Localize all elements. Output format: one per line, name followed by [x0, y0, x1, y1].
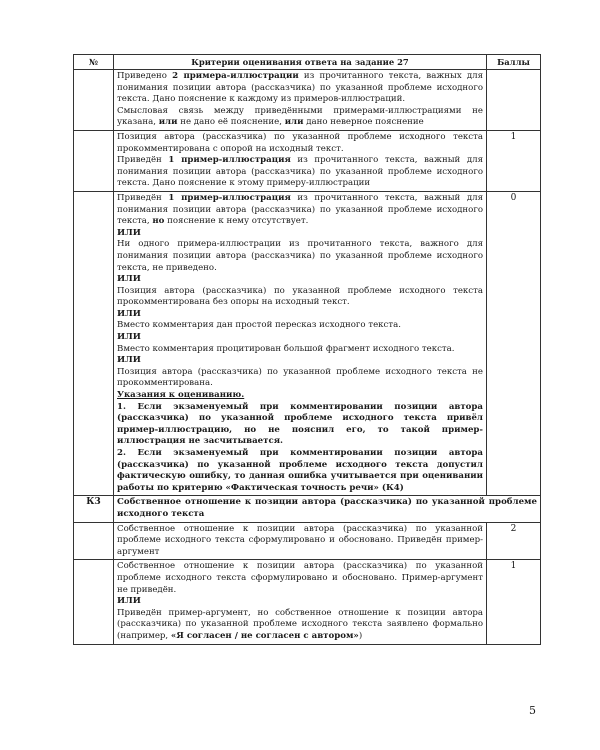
or-separator: ИЛИ [117, 274, 141, 285]
score-cell: 2 [487, 522, 541, 560]
table-row [74, 191, 541, 495]
table-row [74, 130, 541, 191]
criterion-header-row [74, 496, 541, 522]
or-separator: ИЛИ [117, 227, 141, 238]
or-separator: ИЛИ [117, 332, 141, 343]
criterion-code: К3 [74, 496, 114, 522]
or-separator: ИЛИ [117, 596, 141, 607]
or-separator: ИЛИ [117, 308, 141, 319]
score-cell: 1 [487, 130, 541, 191]
table-row [74, 70, 541, 131]
grading-instruction-1: 1. Если экзаменуемый при комментировании позиции автора (рассказчика) по указанной проблеме исходного текста привёл пример-иллюстрацию, но не пояснил его, то такой пример-иллюстрация не засчитывается. [117, 401, 483, 447]
criteria-cell: Собственное отношение к позиции автора (рассказчика) по указанной проблеме исходного текста сформулировано и обосновано. Приведён пример-аргумент [114, 522, 487, 560]
table-row [74, 560, 541, 644]
or-separator: ИЛИ [117, 355, 141, 366]
criteria-cell: Собственное отношение к позиции автора (рассказчика) по указанной проблеме исходного текста сформулировано и обосновано. Пример-аргумент не приведён. ИЛИ Приведён пример-аргумент, но собственное отношение к позиции автора (рассказчика) по указанной проблеме исходного текста заявлено формально (например, «Я согласен / не согласен с автором») [114, 560, 487, 644]
criteria-table [73, 54, 541, 645]
score-cell: 1 [487, 560, 541, 644]
page-number: 5 [529, 704, 536, 717]
grading-instruction-2: 2. Если экзаменуемый при комментировании позиции автора (рассказчика) по указанной проблеме исходного текста допустил фактическую ошибку, то данная ошибка учитывается при оценивании работы по критерию «Фактическая точность речи» (К4) [117, 448, 483, 493]
criterion-title: Собственное отношение к позиции автора (рассказчика) по указанной проблеме исходного текста [114, 496, 541, 522]
table-row [74, 522, 541, 560]
table-header-row [74, 55, 541, 70]
criteria-cell: Приведено 2 примера-иллюстрации из прочитанного текста, важных для понимания позиции автора (рассказчика) по указанной проблеме исходного текста. Дано пояснение к каждому из примеров-иллюстраций. Смысловая связь между приведёнными примерами-иллюстрациями не указана, или не дано её пояснение, или дано неверное пояснение [114, 70, 487, 131]
criteria-cell: Позиция автора (рассказчика) по указанной проблеме исходного текста прокомментирована с опорой на исходный текст. Приведён 1 пример-иллюстрация из прочитанного текста, важный для понимания позиции автора (рассказчика) по указанной проблеме исходного текста. Дано пояснение к этому примеру-иллюстрации [114, 130, 487, 191]
column-header-criteria: Критерии оценивания ответа на задание 27 [114, 55, 487, 70]
column-header-points: Баллы [487, 55, 541, 70]
criteria-cell: Приведён 1 пример-иллюстрация из прочитанного текста, важный для понимания позиции автора (рассказчика) по указанной проблеме исходного текста, но пояснение к нему отсутствует. ИЛИ Ни одного примера-иллюстрации из прочитанного текста, важного для понимания позиции автора (рассказчика) по указанной проблеме исходного текста, не приведено. ИЛИ Позиция автора (рассказчика) по указанной проблеме исходного текста прокомментирована без опоры на исходный текст. ИЛИ Вместо комментария дан простой пересказ исходного текста. ИЛИ Вместо комментария процитирован большой фрагмент исходного текста. ИЛИ Позиция автора (рассказчика) по указанной проблеме исходного текста не прокомментирована. Указания к оцениванию. 1. Если экзаменуемый при комментировании позиции автора (рассказчика) по указанной проблеме исходного текста привёл пример-иллюстрацию, но не пояснил его, то такой пример-иллюстрация не засчитывается. 2. Если экзаменуемый при комментировании позиции автора (рассказчика) по указанной проблеме исходного текста допустил фактическую ошибку, то данная ошибка учитывается при оценивании работы по критерию «Фактическая точность речи» (К4) [114, 191, 487, 495]
grading-instructions-title: Указания к оцениванию. [117, 390, 245, 401]
score-cell: 0 [487, 191, 541, 495]
column-header-number: № [74, 55, 114, 70]
